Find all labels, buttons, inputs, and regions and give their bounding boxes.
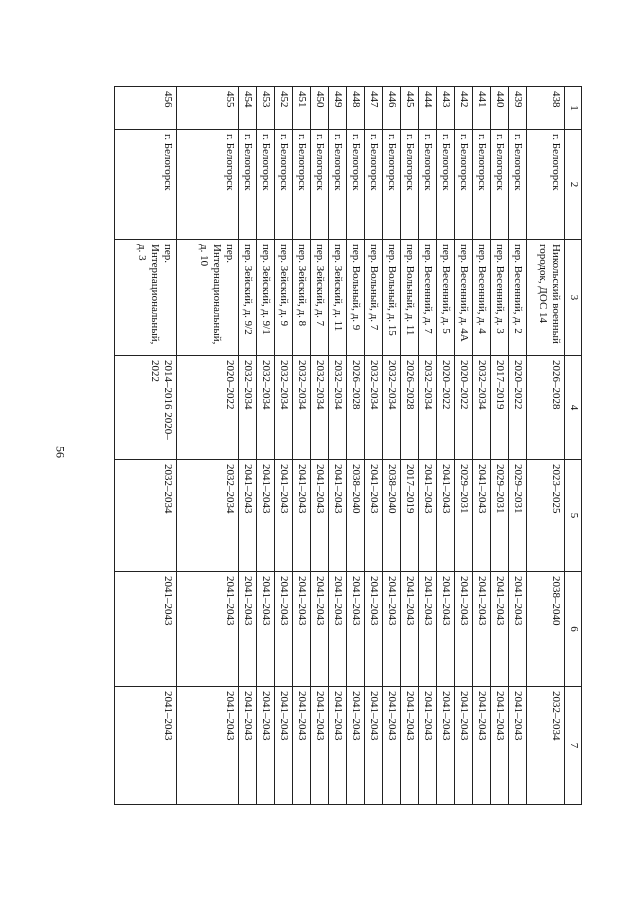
header-cell: 6 bbox=[565, 572, 582, 687]
cell-c5: 2029–2031 bbox=[509, 460, 527, 572]
table-row bbox=[115, 87, 177, 805]
cell-c7: 2041–2043 bbox=[293, 687, 311, 805]
cell-c6: 2041–2043 bbox=[115, 572, 177, 687]
cell-city: г. Белогорск bbox=[311, 130, 329, 240]
header-cell: 3 bbox=[565, 240, 582, 356]
cell-c4: 2032–2034 bbox=[419, 356, 437, 460]
cell-c6: 2041–2043 bbox=[455, 572, 473, 687]
cell-c6: 2041–2043 bbox=[509, 572, 527, 687]
cell-c4: 2020–2022 bbox=[437, 356, 455, 460]
cell-address: пер. Весенний, д. 5 bbox=[437, 240, 455, 356]
cell-address: пер. Зейский, д. 11 bbox=[329, 240, 347, 356]
cell-c7: 2041–2043 bbox=[347, 687, 365, 805]
cell-c5: 2032–2034 bbox=[115, 460, 177, 572]
cell-c5: 2041–2043 bbox=[437, 460, 455, 572]
cell-c4: 2032–2034 bbox=[329, 356, 347, 460]
cell-city: г. Белогорск bbox=[401, 130, 419, 240]
cell-address: пер. Зейский, д. 7 bbox=[311, 240, 329, 356]
cell-c6: 2041–2043 bbox=[239, 572, 257, 687]
cell-c7: 2041–2043 bbox=[473, 687, 491, 805]
cell-c6: 2041–2043 bbox=[419, 572, 437, 687]
cell-c6: 2041–2043 bbox=[347, 572, 365, 687]
cell-address: пер. Весенний, д. 3 bbox=[491, 240, 509, 356]
header-cell: 4 bbox=[565, 356, 582, 460]
table-row bbox=[509, 87, 527, 805]
cell-c6: 2038–2040 bbox=[527, 572, 565, 687]
cell-c5: 2041–2043 bbox=[293, 460, 311, 572]
cell-city: г. Белогорск bbox=[491, 130, 509, 240]
cell-address: Никольский военный городок, ДОС 14 bbox=[527, 240, 565, 356]
table-row bbox=[401, 87, 419, 805]
cell-n: 444 bbox=[419, 87, 437, 130]
table-row bbox=[419, 87, 437, 805]
cell-n: 453 bbox=[257, 87, 275, 130]
cell-c4: 2032–2034 bbox=[383, 356, 401, 460]
cell-c7: 2041–2043 bbox=[383, 687, 401, 805]
cell-c6: 2041–2043 bbox=[329, 572, 347, 687]
cell-n: 442 bbox=[455, 87, 473, 130]
cell-address: пер. Зейский, д. 9/1 bbox=[257, 240, 275, 356]
cell-city: г. Белогорск bbox=[275, 130, 293, 240]
cell-c7: 2032–2034 bbox=[527, 687, 565, 805]
cell-c7: 2041–2043 bbox=[419, 687, 437, 805]
cell-c7: 2041–2043 bbox=[257, 687, 275, 805]
cell-c5: 2041–2043 bbox=[473, 460, 491, 572]
cell-c4: 2014–2016 2020–2022 bbox=[115, 356, 177, 460]
cell-c5: 2029–2031 bbox=[491, 460, 509, 572]
cell-c5: 2017–2019 bbox=[401, 460, 419, 572]
cell-city: г. Белогорск bbox=[239, 130, 257, 240]
table-row bbox=[275, 87, 293, 805]
cell-c6: 2041–2043 bbox=[401, 572, 419, 687]
cell-address: пер. Весенний, д. 4А bbox=[455, 240, 473, 356]
table-row bbox=[329, 87, 347, 805]
cell-n: 440 bbox=[491, 87, 509, 130]
cell-c5: 2041–2043 bbox=[311, 460, 329, 572]
table-row bbox=[383, 87, 401, 805]
cell-c4: 2032–2034 bbox=[311, 356, 329, 460]
cell-city: г. Белогорск bbox=[527, 130, 565, 240]
cell-c4: 2020–2022 bbox=[455, 356, 473, 460]
cell-c7: 2041–2043 bbox=[437, 687, 455, 805]
cell-c7: 2041–2043 bbox=[311, 687, 329, 805]
cell-n: 449 bbox=[329, 87, 347, 130]
cell-n: 443 bbox=[437, 87, 455, 130]
cell-c4: 2026–2028 bbox=[401, 356, 419, 460]
cell-city: г. Белогорск bbox=[257, 130, 275, 240]
table-row bbox=[365, 87, 383, 805]
cell-city: г. Белогорск bbox=[509, 130, 527, 240]
cell-c6: 2041–2043 bbox=[437, 572, 455, 687]
cell-c5: 2041–2043 bbox=[329, 460, 347, 572]
cell-address: пер. Интернациональный, д. 3 bbox=[115, 240, 177, 356]
cell-c4: 2026–2028 bbox=[347, 356, 365, 460]
cell-c7: 2041–2043 bbox=[329, 687, 347, 805]
cell-address: пер. Вольный, д. 7 bbox=[365, 240, 383, 356]
cell-n: 451 bbox=[293, 87, 311, 130]
cell-c7: 2041–2043 bbox=[401, 687, 419, 805]
cell-n: 441 bbox=[473, 87, 491, 130]
cell-c5: 2023–2025 bbox=[527, 460, 565, 572]
cell-city: г. Белогорск bbox=[383, 130, 401, 240]
cell-c7: 2041–2043 bbox=[455, 687, 473, 805]
cell-city: г. Белогорск bbox=[473, 130, 491, 240]
cell-c6: 2041–2043 bbox=[383, 572, 401, 687]
cell-address: пер. Вольный, д. 15 bbox=[383, 240, 401, 356]
cell-address: пер. Зейский, д. 9 bbox=[275, 240, 293, 356]
header-row bbox=[565, 87, 582, 805]
cell-city: г. Белогорск bbox=[329, 130, 347, 240]
cell-c7: 2041–2043 bbox=[365, 687, 383, 805]
cell-address: пер. Вольный, д. 11 bbox=[401, 240, 419, 356]
table-row bbox=[311, 87, 329, 805]
cell-c6: 2041–2043 bbox=[491, 572, 509, 687]
schedule-table bbox=[114, 86, 582, 805]
table-row bbox=[347, 87, 365, 805]
cell-n: 438 bbox=[527, 87, 565, 130]
table-row bbox=[455, 87, 473, 805]
table-row bbox=[491, 87, 509, 805]
cell-address: пер. Весенний, д. 2 bbox=[509, 240, 527, 356]
cell-address: пер. Зейский, д. 8 bbox=[293, 240, 311, 356]
cell-n: 448 bbox=[347, 87, 365, 130]
cell-c4: 2026–2028 bbox=[527, 356, 565, 460]
table-row bbox=[257, 87, 275, 805]
cell-c4: 2020–2022 bbox=[177, 356, 239, 460]
cell-n: 454 bbox=[239, 87, 257, 130]
cell-c4: 2032–2034 bbox=[293, 356, 311, 460]
table-row bbox=[473, 87, 491, 805]
cell-c6: 2041–2043 bbox=[275, 572, 293, 687]
header-cell: 2 bbox=[565, 130, 582, 240]
cell-c6: 2041–2043 bbox=[311, 572, 329, 687]
cell-c6: 2041–2043 bbox=[177, 572, 239, 687]
table-row bbox=[177, 87, 239, 805]
cell-c4: 2017–2019 bbox=[491, 356, 509, 460]
cell-c5: 2029–2031 bbox=[455, 460, 473, 572]
cell-city: г. Белогорск bbox=[177, 130, 239, 240]
cell-c7: 2041–2043 bbox=[177, 687, 239, 805]
cell-n: 445 bbox=[401, 87, 419, 130]
cell-city: г. Белогорск bbox=[347, 130, 365, 240]
table-row bbox=[437, 87, 455, 805]
cell-c7: 2041–2043 bbox=[509, 687, 527, 805]
header-cell: 5 bbox=[565, 460, 582, 572]
cell-n: 452 bbox=[275, 87, 293, 130]
table-row bbox=[527, 87, 565, 805]
header-cell: 1 bbox=[565, 87, 582, 130]
rotated-table-container bbox=[109, 86, 582, 804]
table-row bbox=[239, 87, 257, 805]
cell-n: 439 bbox=[509, 87, 527, 130]
cell-c4: 2032–2034 bbox=[257, 356, 275, 460]
cell-c6: 2041–2043 bbox=[473, 572, 491, 687]
cell-city: г. Белогорск bbox=[437, 130, 455, 240]
cell-c5: 2041–2043 bbox=[365, 460, 383, 572]
cell-c6: 2041–2043 bbox=[293, 572, 311, 687]
table-row bbox=[293, 87, 311, 805]
cell-c7: 2041–2043 bbox=[239, 687, 257, 805]
cell-c5: 2038–2040 bbox=[347, 460, 365, 572]
cell-n: 456 bbox=[115, 87, 177, 130]
cell-c4: 2032–2034 bbox=[473, 356, 491, 460]
header-cell: 7 bbox=[565, 687, 582, 805]
cell-n: 447 bbox=[365, 87, 383, 130]
cell-city: г. Белогорск bbox=[293, 130, 311, 240]
cell-n: 450 bbox=[311, 87, 329, 130]
cell-city: г. Белогорск bbox=[115, 130, 177, 240]
cell-c7: 2041–2043 bbox=[275, 687, 293, 805]
cell-city: г. Белогорск bbox=[455, 130, 473, 240]
cell-c4: 2020–2022 bbox=[509, 356, 527, 460]
cell-n: 455 bbox=[177, 87, 239, 130]
cell-c5: 2041–2043 bbox=[257, 460, 275, 572]
cell-c5: 2038–2040 bbox=[383, 460, 401, 572]
cell-c6: 2041–2043 bbox=[365, 572, 383, 687]
cell-c4: 2032–2034 bbox=[275, 356, 293, 460]
cell-address: пер. Вольный, д. 9 bbox=[347, 240, 365, 356]
cell-city: г. Белогорск bbox=[365, 130, 383, 240]
cell-address: пер. Интернациональный, д. 10 bbox=[177, 240, 239, 356]
cell-n: 446 bbox=[383, 87, 401, 130]
cell-address: пер. Весенний, д. 4 bbox=[473, 240, 491, 356]
cell-address: пер. Зейский, д. 9/2 bbox=[239, 240, 257, 356]
cell-c6: 2041–2043 bbox=[257, 572, 275, 687]
cell-c5: 2041–2043 bbox=[419, 460, 437, 572]
cell-address: пер. Весенний, д. 7 bbox=[419, 240, 437, 356]
cell-c5: 2041–2043 bbox=[275, 460, 293, 572]
page-number: 56 bbox=[53, 446, 68, 458]
cell-c4: 2032–2034 bbox=[365, 356, 383, 460]
cell-c7: 2041–2043 bbox=[115, 687, 177, 805]
cell-city: г. Белогорск bbox=[419, 130, 437, 240]
cell-c5: 2032–2034 bbox=[177, 460, 239, 572]
cell-c7: 2041–2043 bbox=[491, 687, 509, 805]
cell-c4: 2032–2034 bbox=[239, 356, 257, 460]
cell-c5: 2041–2043 bbox=[239, 460, 257, 572]
